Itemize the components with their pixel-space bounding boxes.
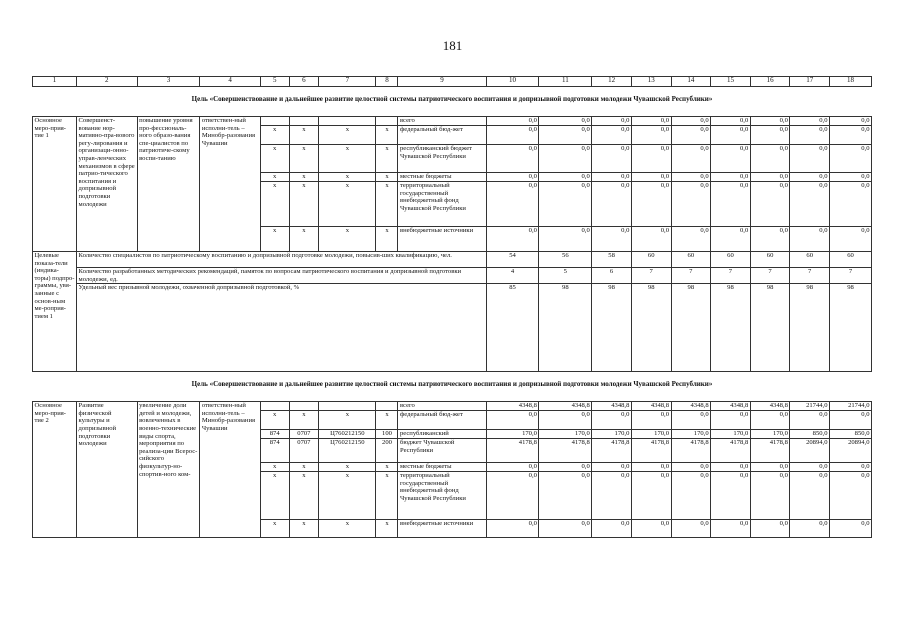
funding-value: 0,0 <box>711 173 751 182</box>
funding-value: 0,0 <box>486 117 539 126</box>
measure-executor: ответствен-ный исполни-тель – Минобр-разования Чувашии <box>200 117 261 252</box>
funding-value: 0,0 <box>671 520 711 538</box>
funding-value: 0,0 <box>790 145 830 173</box>
indicator-value: 98 <box>711 284 751 372</box>
funding-value: 170,0 <box>750 430 790 439</box>
funding-value: 0,0 <box>790 411 830 430</box>
budget-code: x <box>260 227 289 252</box>
budget-code: x <box>289 463 319 472</box>
funding-value: 4178,8 <box>486 439 539 463</box>
measure-type: Основное меро-прия-тие 2 <box>33 402 77 538</box>
measure-goal: повышение уровня про-фессиональ-ного образо-вания спе-циалистов по патриотиче-скому воспи-танию <box>137 117 200 252</box>
funding-source: бюджет Чувашской Республики <box>398 439 486 463</box>
column-number: 6 <box>289 77 319 87</box>
budget-code: x <box>289 411 319 430</box>
funding-value: 0,0 <box>631 520 671 538</box>
funding-value: 0,0 <box>790 463 830 472</box>
budget-code: x <box>289 126 319 145</box>
funding-value: 0,0 <box>592 126 632 145</box>
indicator-value: 98 <box>592 284 632 372</box>
budget-code: Ц760212150 <box>319 430 376 439</box>
funding-value: 0,0 <box>671 472 711 520</box>
column-number: 8 <box>376 77 398 87</box>
column-number: 15 <box>711 77 751 87</box>
funding-value: 0,0 <box>711 227 751 252</box>
funding-value: 0,0 <box>631 227 671 252</box>
funding-value: 0,0 <box>830 463 872 472</box>
funding-value: 0,0 <box>790 472 830 520</box>
funding-value: 0,0 <box>539 411 592 430</box>
indicator-value: 98 <box>539 284 592 372</box>
funding-value: 0,0 <box>671 117 711 126</box>
indicator-value: 58 <box>592 252 632 268</box>
funding-value: 0,0 <box>539 227 592 252</box>
funding-value: 170,0 <box>671 430 711 439</box>
funding-value: 0,0 <box>592 145 632 173</box>
indicator-value: 60 <box>830 252 872 268</box>
column-number: 2 <box>77 77 138 87</box>
budget-code: x <box>376 520 398 538</box>
budget-code: 200 <box>376 439 398 463</box>
column-number: 7 <box>319 77 376 87</box>
budget-code: x <box>260 145 289 173</box>
funding-value: 4178,8 <box>711 439 751 463</box>
indicator-text: Количество специалистов по патриотическому воспитанию и допризывной подготовке молодежи, повысив-ших квалификацию, чел. <box>77 252 487 268</box>
column-number: 14 <box>671 77 711 87</box>
column-number: 5 <box>260 77 289 87</box>
header-row <box>33 77 872 87</box>
funding-value: 4178,8 <box>539 439 592 463</box>
funding-value: 0,0 <box>790 173 830 182</box>
funding-value: 0,0 <box>711 463 751 472</box>
budget-code <box>319 402 376 411</box>
measure-row <box>33 117 872 126</box>
indicator-row <box>33 284 872 372</box>
budget-code: 874 <box>260 430 289 439</box>
budget-code <box>319 117 376 126</box>
funding-value: 0,0 <box>750 463 790 472</box>
funding-value: 0,0 <box>486 173 539 182</box>
budget-code: 0707 <box>289 430 319 439</box>
funding-value: 0,0 <box>486 182 539 227</box>
funding-value: 0,0 <box>711 126 751 145</box>
funding-value: 0,0 <box>631 472 671 520</box>
funding-value: 0,0 <box>486 520 539 538</box>
funding-value: 0,0 <box>539 173 592 182</box>
funding-value: 0,0 <box>631 463 671 472</box>
funding-value: 0,0 <box>750 520 790 538</box>
funding-value: 0,0 <box>539 463 592 472</box>
budget-code: x <box>376 173 398 182</box>
budget-code: x <box>289 145 319 173</box>
budget-code: x <box>319 173 376 182</box>
funding-value: 4178,8 <box>592 439 632 463</box>
budget-code: x <box>376 411 398 430</box>
indicator-value: 98 <box>750 284 790 372</box>
funding-value: 0,0 <box>486 472 539 520</box>
budget-code: x <box>289 227 319 252</box>
budget-code: x <box>319 463 376 472</box>
funding-value: 0,0 <box>486 463 539 472</box>
budget-code: x <box>319 182 376 227</box>
funding-value: 0,0 <box>711 145 751 173</box>
indicator-value: 98 <box>631 284 671 372</box>
funding-value: 0,0 <box>830 411 872 430</box>
funding-value: 0,0 <box>750 411 790 430</box>
column-number: 10 <box>486 77 539 87</box>
budget-code: x <box>260 463 289 472</box>
funding-value: 0,0 <box>631 126 671 145</box>
budget-code: x <box>260 126 289 145</box>
funding-source: всего <box>398 402 486 411</box>
indicator-value: 54 <box>486 252 539 268</box>
budget-code: x <box>260 472 289 520</box>
funding-value: 4348,8 <box>750 402 790 411</box>
budget-code: x <box>289 182 319 227</box>
funding-value: 0,0 <box>750 126 790 145</box>
funding-value: 0,0 <box>631 411 671 430</box>
funding-value: 0,0 <box>486 227 539 252</box>
column-number: 9 <box>398 77 486 87</box>
indicator-row <box>33 252 872 268</box>
indicator-value: 60 <box>631 252 671 268</box>
budget-code: x <box>319 145 376 173</box>
funding-value: 0,0 <box>711 472 751 520</box>
budget-code: x <box>376 227 398 252</box>
budget-code: x <box>289 520 319 538</box>
funding-value: 0,0 <box>711 182 751 227</box>
funding-value: 0,0 <box>790 126 830 145</box>
funding-value: 0,0 <box>830 520 872 538</box>
goal-row <box>33 372 872 402</box>
funding-value: 20894,0 <box>830 439 872 463</box>
funding-value: 0,0 <box>539 126 592 145</box>
column-number: 18 <box>830 77 872 87</box>
column-number: 17 <box>790 77 830 87</box>
funding-value: 0,0 <box>539 520 592 538</box>
funding-value: 0,0 <box>592 411 632 430</box>
indicator-row <box>33 268 872 284</box>
funding-source: внебюджетные источники <box>398 227 486 252</box>
funding-value: 0,0 <box>631 117 671 126</box>
measure-executor: ответствен-ный исполни-тель – Минобр-разования Чувашии <box>200 402 261 538</box>
funding-value: 21744,0 <box>790 402 830 411</box>
funding-value: 0,0 <box>790 520 830 538</box>
funding-value: 170,0 <box>539 430 592 439</box>
budget-code: 874 <box>260 439 289 463</box>
funding-value: 0,0 <box>671 411 711 430</box>
funding-source: федеральный бюд-жет <box>398 411 486 430</box>
budget-code: 100 <box>376 430 398 439</box>
funding-value: 170,0 <box>631 430 671 439</box>
indicator-value: 6 <box>592 268 632 284</box>
goal-heading: Цель «Совершенствование и дальнейшее развитие целостной системы патриотического воспитания и допризывной подготовки молодежи Чувашской Республики» <box>191 95 713 103</box>
funding-value: 0,0 <box>671 126 711 145</box>
budget-code: x <box>319 411 376 430</box>
measure-goal: увеличение доли детей и молодежи, вовлеченных в военно-технические виды спорта, мероприятия по реализа-ции Всерос-сийского физкультур-но-спортив-ного ком- <box>137 402 200 538</box>
budget-code: x <box>376 463 398 472</box>
goal-row <box>33 87 872 117</box>
indicator-value: 5 <box>539 268 592 284</box>
budget-code: x <box>376 145 398 173</box>
funding-source: федеральный бюд-жет <box>398 126 486 145</box>
funding-value: 170,0 <box>711 430 751 439</box>
indicator-value: 60 <box>750 252 790 268</box>
funding-value: 0,0 <box>830 472 872 520</box>
funding-value: 0,0 <box>631 182 671 227</box>
funding-value: 0,0 <box>592 472 632 520</box>
indicator-value: 85 <box>486 284 539 372</box>
indicator-value: 60 <box>711 252 751 268</box>
funding-source: территориальный государственный внебюджетный фонд Чувашской Республики <box>398 472 486 520</box>
funding-source: всего <box>398 117 486 126</box>
funding-value: 170,0 <box>592 430 632 439</box>
funding-value: 0,0 <box>790 227 830 252</box>
page-number: 181 <box>442 38 463 53</box>
funding-value: 0,0 <box>830 227 872 252</box>
measure-type: Основное меро-прия-тие 1 <box>33 117 77 252</box>
funding-value: 0,0 <box>671 182 711 227</box>
funding-value: 0,0 <box>592 227 632 252</box>
funding-value: 0,0 <box>539 117 592 126</box>
funding-value: 0,0 <box>539 145 592 173</box>
funding-value: 0,0 <box>830 145 872 173</box>
budget-code <box>260 402 289 411</box>
funding-value: 0,0 <box>750 182 790 227</box>
funding-value: 4348,8 <box>711 402 751 411</box>
funding-source: республиканский бюджет Чувашской Республики <box>398 145 486 173</box>
budget-code: x <box>289 472 319 520</box>
column-number: 16 <box>750 77 790 87</box>
indicator-value: 7 <box>671 268 711 284</box>
funding-value: 0,0 <box>671 227 711 252</box>
indicator-value: 60 <box>671 252 711 268</box>
funding-value: 4178,8 <box>671 439 711 463</box>
indicators-label: Целевые показа-тели (индика-торы) подпро-граммы, увя-занные с основ-ным ме-роприя-тием 1 <box>33 252 77 372</box>
funding-value: 0,0 <box>539 472 592 520</box>
budget-code: x <box>319 472 376 520</box>
funding-value: 20894,0 <box>790 439 830 463</box>
funding-value: 0,0 <box>830 126 872 145</box>
funding-value: 4348,8 <box>486 402 539 411</box>
funding-value: 0,0 <box>711 117 751 126</box>
indicator-value: 60 <box>790 252 830 268</box>
budget-code: x <box>260 520 289 538</box>
indicator-text: Удельный вес призывной молодежи, охваченной допризывной подготовкой, % <box>77 284 487 372</box>
budget-code <box>376 402 398 411</box>
funding-value: 0,0 <box>592 182 632 227</box>
column-number: 4 <box>200 77 261 87</box>
funding-value: 0,0 <box>830 173 872 182</box>
column-number: 1 <box>33 77 77 87</box>
indicator-value: 7 <box>790 268 830 284</box>
funding-value: 0,0 <box>592 173 632 182</box>
funding-value: 0,0 <box>711 520 751 538</box>
funding-value: 0,0 <box>486 126 539 145</box>
funding-value: 0,0 <box>671 463 711 472</box>
budget-code: Ц760212150 <box>319 439 376 463</box>
funding-value: 0,0 <box>711 411 751 430</box>
funding-source: республиканский <box>398 430 486 439</box>
budget-code <box>289 117 319 126</box>
indicator-value: 98 <box>671 284 711 372</box>
funding-value: 0,0 <box>790 182 830 227</box>
funding-value: 4348,8 <box>539 402 592 411</box>
funding-value: 0,0 <box>750 117 790 126</box>
funding-value: 850,0 <box>790 430 830 439</box>
funding-value: 4348,8 <box>592 402 632 411</box>
funding-value: 0,0 <box>830 117 872 126</box>
indicator-value: 98 <box>790 284 830 372</box>
column-number: 12 <box>592 77 632 87</box>
funding-value: 0,0 <box>750 227 790 252</box>
funding-value: 0,0 <box>592 463 632 472</box>
funding-value: 850,0 <box>830 430 872 439</box>
funding-value: 0,0 <box>750 472 790 520</box>
budget-code: x <box>260 411 289 430</box>
funding-value: 0,0 <box>539 182 592 227</box>
budget-code: 0707 <box>289 439 319 463</box>
funding-value: 4348,8 <box>631 402 671 411</box>
indicator-value: 7 <box>750 268 790 284</box>
budget-code: x <box>289 173 319 182</box>
funding-value: 0,0 <box>671 173 711 182</box>
measure-row <box>33 402 872 411</box>
budget-code: x <box>260 182 289 227</box>
indicator-value: 7 <box>711 268 751 284</box>
measure-name: Развитие физической культуры и допризывной подготовки молодежи <box>77 402 138 538</box>
funding-value: 0,0 <box>486 145 539 173</box>
indicator-value: 7 <box>830 268 872 284</box>
column-number: 13 <box>631 77 671 87</box>
budget-code: x <box>376 126 398 145</box>
column-number: 11 <box>539 77 592 87</box>
column-number: 3 <box>137 77 200 87</box>
budget-code <box>376 117 398 126</box>
funding-value: 21744,0 <box>830 402 872 411</box>
indicator-value: 7 <box>631 268 671 284</box>
goal-heading: Цель «Совершенствование и дальнейшее развитие целостной системы патриотического воспитания и допризывной подготовки молодежи Чувашской Республики» <box>191 380 713 389</box>
funding-value: 0,0 <box>790 117 830 126</box>
funding-value: 0,0 <box>631 173 671 182</box>
funding-value: 0,0 <box>750 173 790 182</box>
funding-value: 0,0 <box>631 145 671 173</box>
funding-value: 170,0 <box>486 430 539 439</box>
budget-code <box>289 402 319 411</box>
indicator-value: 98 <box>830 284 872 372</box>
funding-value: 0,0 <box>830 182 872 227</box>
budget-code: x <box>260 173 289 182</box>
indicator-text: Количество разработанных методических рекомендаций, памяток по вопросам патриотического воспитания и допризывной подготовки молодежи, ед. <box>77 268 487 284</box>
indicator-value: 56 <box>539 252 592 268</box>
funding-value: 4178,8 <box>750 439 790 463</box>
program-table <box>32 76 872 538</box>
funding-source: территориальный государственный внебюджетный фонд Чувашской Республики <box>398 182 486 227</box>
budget-code: x <box>376 472 398 520</box>
funding-value: 0,0 <box>592 117 632 126</box>
funding-source: местные бюджеты <box>398 463 486 472</box>
budget-code: x <box>319 227 376 252</box>
funding-value: 4348,8 <box>671 402 711 411</box>
funding-value: 0,0 <box>486 411 539 430</box>
budget-code <box>260 117 289 126</box>
funding-source: внебюджетные источники <box>398 520 486 538</box>
budget-code: x <box>319 520 376 538</box>
funding-value: 4178,8 <box>631 439 671 463</box>
funding-value: 0,0 <box>592 520 632 538</box>
funding-value: 0,0 <box>750 145 790 173</box>
funding-source: местные бюджеты <box>398 173 486 182</box>
budget-code: x <box>319 126 376 145</box>
indicator-value: 4 <box>486 268 539 284</box>
funding-value: 0,0 <box>671 145 711 173</box>
budget-code: x <box>376 182 398 227</box>
measure-name: Совершенст-вование нор-мативно-пра-вового регу-лирования и организаци-онно-управ-ленческих механизмов в сфере патрио-тического воспитания и допризывной подготовки молодежи <box>77 117 138 252</box>
